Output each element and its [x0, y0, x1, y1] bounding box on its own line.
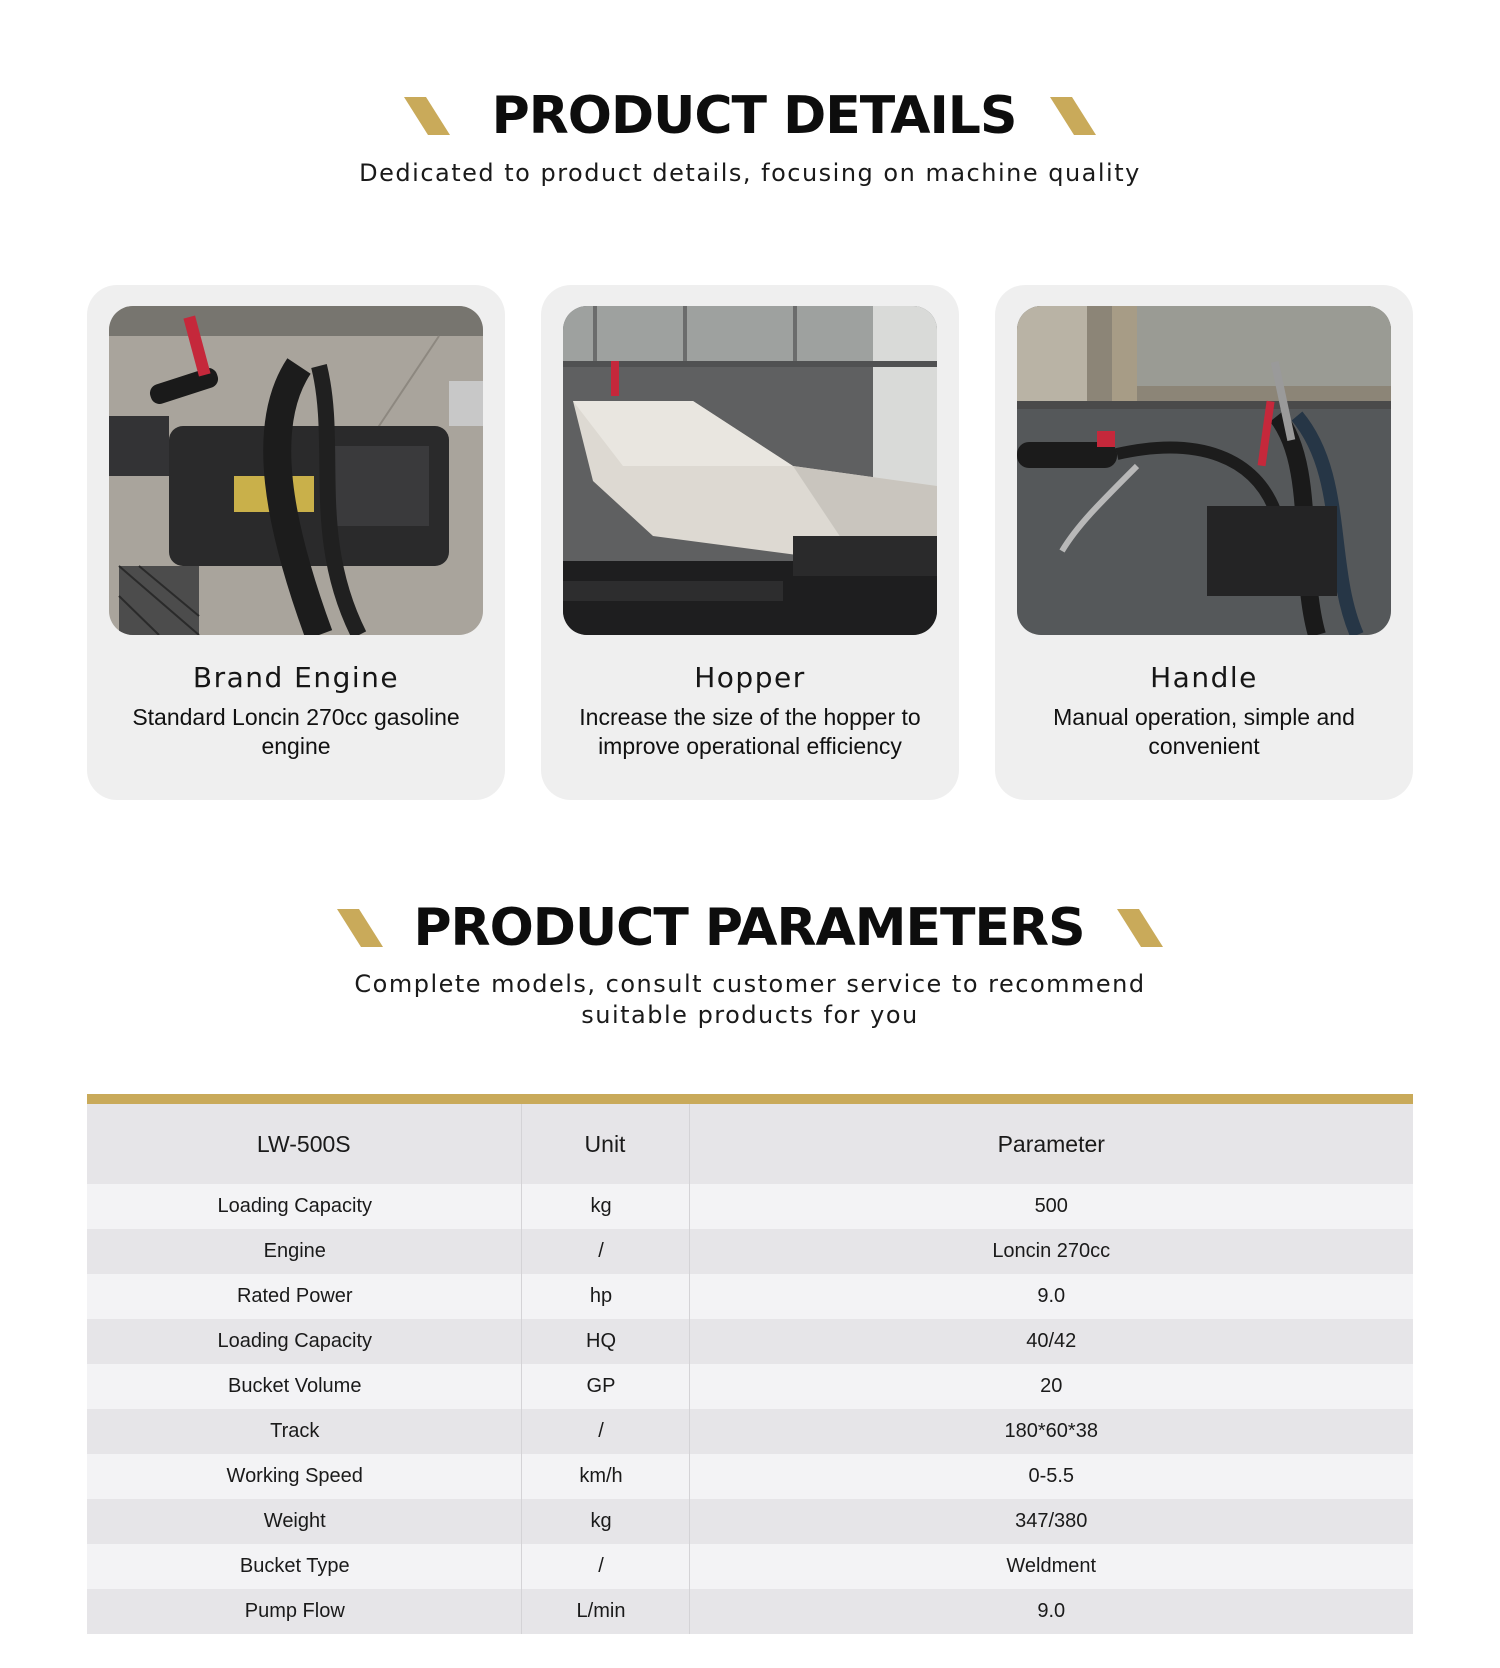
left-stripe-icon — [337, 909, 383, 947]
feature-title: Hopper — [694, 661, 806, 694]
handle-photo-icon — [1017, 306, 1391, 635]
row-label: Working Speed — [87, 1454, 521, 1499]
row-value: Loncin 270cc — [689, 1229, 1413, 1274]
row-label: Bucket Type — [87, 1544, 521, 1589]
row-label: Track — [87, 1409, 521, 1454]
table-row — [87, 1499, 1413, 1544]
table-row — [87, 1184, 1413, 1229]
row-label: Loading Capacity — [87, 1184, 521, 1229]
row-value: 347/380 — [689, 1499, 1413, 1544]
row-unit: / — [521, 1229, 689, 1274]
parameters-subtitle: Complete models, consult customer service to recommend suitable products for you — [354, 970, 1146, 1029]
engine-photo-icon — [109, 306, 483, 635]
right-stripe-icon — [1117, 909, 1163, 947]
table-row — [87, 1454, 1413, 1499]
left-stripe-icon — [404, 97, 450, 135]
header-parameter: Parameter — [689, 1104, 1413, 1184]
table-accent-bar — [87, 1094, 1413, 1104]
right-stripe-icon — [1050, 97, 1096, 135]
feature-title: Handle — [1150, 661, 1258, 694]
row-value: 9.0 — [689, 1274, 1413, 1319]
table-header-row — [87, 1104, 1413, 1184]
feature-description: Standard Loncin 270cc gasoline engine — [132, 704, 460, 759]
row-label: Bucket Volume — [87, 1364, 521, 1409]
row-label: Pump Flow — [87, 1589, 521, 1634]
details-heading — [0, 88, 1500, 144]
hopper-photo-icon — [563, 306, 937, 635]
row-unit: / — [521, 1409, 689, 1454]
row-unit: hp — [521, 1274, 689, 1319]
table-row — [87, 1319, 1413, 1364]
row-unit: GP — [521, 1364, 689, 1409]
row-unit: L/min — [521, 1589, 689, 1634]
feature-description: Increase the size of the hopper to improve operational efficiency — [579, 704, 921, 759]
feature-title: Brand Engine — [192, 661, 400, 694]
row-unit: / — [521, 1544, 689, 1589]
row-label: Weight — [87, 1499, 521, 1544]
row-value: 40/42 — [689, 1319, 1413, 1364]
row-value: Weldment — [689, 1544, 1413, 1589]
row-label: Engine — [87, 1229, 521, 1274]
row-value: 500 — [689, 1184, 1413, 1229]
parameters-heading — [0, 900, 1500, 956]
row-unit: kg — [521, 1499, 689, 1544]
details-subtitle: Dedicated to product details, focusing on machine quality — [359, 159, 1141, 187]
row-value: 0-5.5 — [689, 1454, 1413, 1499]
header-model: LW-500S — [87, 1104, 521, 1184]
table-row — [87, 1409, 1413, 1454]
details-title: PRODUCT DETAILS — [491, 86, 1017, 146]
feature-card-handle — [995, 285, 1413, 800]
table-row — [87, 1589, 1413, 1634]
row-unit: km/h — [521, 1454, 689, 1499]
row-value: 20 — [689, 1364, 1413, 1409]
parameters-title: PRODUCT PARAMETERS — [413, 898, 1085, 958]
feature-card-engine — [87, 285, 505, 800]
row-label: Rated Power — [87, 1274, 521, 1319]
header-unit: Unit — [521, 1104, 689, 1184]
table-row — [87, 1229, 1413, 1274]
row-value: 9.0 — [689, 1589, 1413, 1634]
row-value: 180*60*38 — [689, 1409, 1413, 1454]
feature-card-hopper — [541, 285, 959, 800]
feature-description: Manual operation, simple and convenient — [1053, 704, 1355, 759]
table-row — [87, 1274, 1413, 1319]
row-unit: kg — [521, 1184, 689, 1229]
row-unit: HQ — [521, 1319, 689, 1364]
table-row — [87, 1544, 1413, 1589]
table-row — [87, 1364, 1413, 1409]
parameters-table — [87, 1094, 1413, 1634]
row-label: Loading Capacity — [87, 1319, 521, 1364]
